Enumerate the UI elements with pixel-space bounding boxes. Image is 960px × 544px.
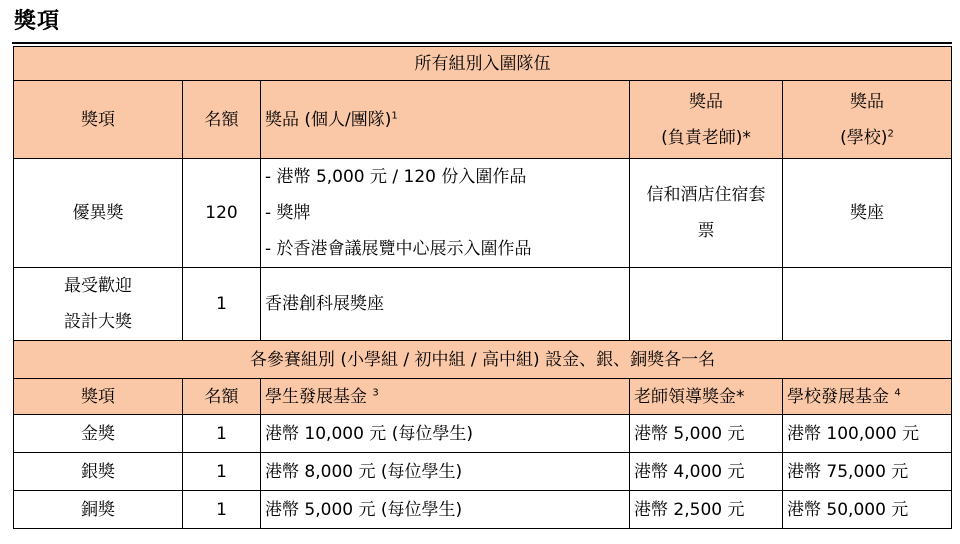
- student-fund-cell: 港幣 10,000 元 (每位學生): [261, 415, 630, 453]
- teacher-award-cell: 港幣 4,000 元: [630, 453, 783, 491]
- school-fund-cell: 港幣 100,000 元: [783, 415, 952, 453]
- teacher-award-cell: 港幣 2,500 元: [630, 491, 783, 529]
- section2-heading: 各參賽組別 (小學組 / 初中組 / 高中組) 設金、銀、銅獎各一名: [14, 341, 952, 379]
- section1-heading: 所有組別入圍隊伍: [14, 47, 952, 81]
- prize-line: - 港幣 5,000 元 / 120 份入圍作品: [265, 167, 527, 187]
- teacher-award-cell: 港幣 5,000 元: [630, 415, 783, 453]
- quota-cell: 1: [183, 268, 261, 341]
- header-prize-team-label: 獎品 (個人/團隊): [265, 109, 392, 130]
- award-l2: 設計大獎: [64, 312, 132, 332]
- student-fund-cell: 港幣 5,000 元 (每位學生): [261, 491, 630, 529]
- awards-table: [13, 46, 952, 529]
- prize-cell: 香港創科展獎座: [261, 268, 630, 341]
- award-cell: 銅獎: [14, 491, 183, 529]
- prize-line: - 獎牌: [265, 203, 311, 223]
- teacher-prize-cell: [630, 159, 783, 268]
- school-fund-cell: 港幣 50,000 元: [783, 491, 952, 529]
- footnote-3: 3: [372, 386, 379, 398]
- header-teacher-award: 老師領導獎金*: [630, 379, 783, 415]
- page-title: 獎項: [14, 9, 61, 34]
- teacher-prize-l2: 票: [697, 221, 715, 241]
- table-row: [14, 453, 952, 491]
- quota-cell: 1: [183, 453, 261, 491]
- prize-cell: [261, 159, 630, 268]
- section1-header-row: [14, 81, 952, 159]
- award-cell: [14, 268, 183, 341]
- header-prize-teacher: [630, 81, 783, 159]
- award-cell: 金獎: [14, 415, 183, 453]
- header-prize-team: [261, 81, 630, 159]
- footnote-2: 2: [887, 127, 894, 139]
- table-row: [14, 491, 952, 529]
- teacher-prize-l1: 信和酒店住宿套: [646, 185, 766, 205]
- title-divider: [12, 42, 952, 44]
- header-student-fund: [261, 379, 630, 415]
- footnote-1: 1: [391, 109, 398, 121]
- header-school-fund: [783, 379, 952, 415]
- header-school-fund-label: 學校發展基金: [787, 386, 889, 407]
- header-prize-school: [783, 81, 952, 159]
- header-prize-teacher-l1: 獎品: [689, 91, 723, 112]
- quota-cell: 120: [183, 159, 261, 268]
- header-quota: 名額: [183, 379, 261, 415]
- header-award: 獎項: [14, 379, 183, 415]
- table-row: [14, 268, 952, 341]
- footnote-4: 4: [894, 386, 901, 398]
- header-prize-school-l1: 獎品: [850, 91, 884, 112]
- header-prize-teacher-l2: (負責老師)*: [661, 127, 751, 148]
- header-prize-school-l2: (學校): [840, 127, 888, 148]
- award-cell: 優異獎: [14, 159, 183, 268]
- student-fund-cell: 港幣 8,000 元 (每位學生): [261, 453, 630, 491]
- teacher-prize-cell: [630, 268, 783, 341]
- section2-header-row: [14, 379, 952, 415]
- header-quota: 名額: [183, 81, 261, 159]
- quota-cell: 1: [183, 415, 261, 453]
- award-cell: 銀獎: [14, 453, 183, 491]
- table-row: [14, 415, 952, 453]
- school-prize-cell: [783, 268, 952, 341]
- header-student-fund-label: 學生發展基金: [265, 386, 367, 407]
- school-fund-cell: 港幣 75,000 元: [783, 453, 952, 491]
- award-l1: 最受歡迎: [64, 276, 132, 296]
- table-row: [14, 159, 952, 268]
- school-prize-cell: 獎座: [783, 159, 952, 268]
- quota-cell: 1: [183, 491, 261, 529]
- header-award: 獎項: [14, 81, 183, 159]
- prize-line: - 於香港會議展覽中心展示入圍作品: [265, 239, 532, 259]
